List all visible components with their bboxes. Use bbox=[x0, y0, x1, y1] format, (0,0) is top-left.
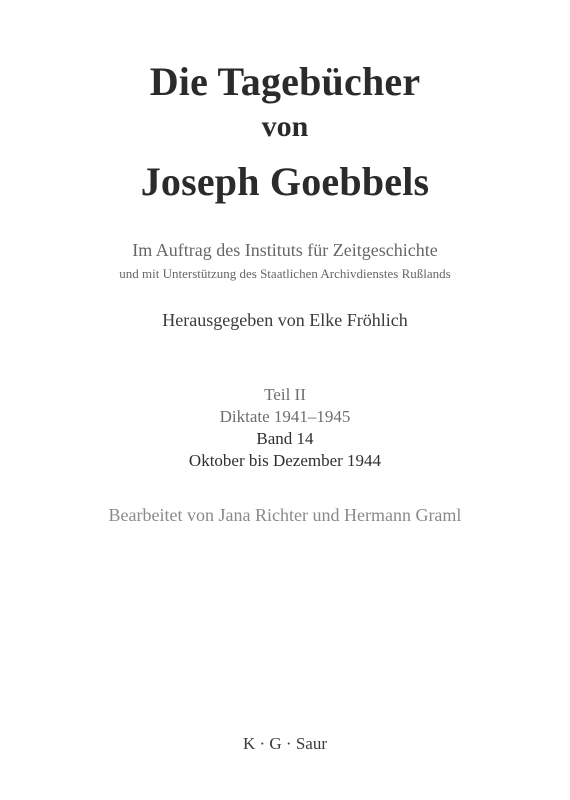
commission-line-2: und mit Unterstützung des Staatlichen Archivdienstes Rußlands bbox=[119, 266, 451, 281]
part-label: Teil II bbox=[264, 385, 306, 404]
title-line-3: Joseph Goebbels bbox=[140, 159, 430, 204]
editor-line: Herausgegeben von Elke Fröhlich bbox=[162, 310, 408, 330]
processed-by-line: Bearbeitet von Jana Richter und Hermann Graml bbox=[108, 505, 462, 525]
title-line-1: Die Tagebücher bbox=[149, 59, 421, 104]
volume-period: Oktober bis Dezember 1944 bbox=[188, 451, 382, 470]
publisher-imprint: K · G · Saur bbox=[242, 734, 328, 753]
volume-label: Band 14 bbox=[256, 429, 314, 448]
commission-line-1: Im Auftrag des Instituts für Zeitgeschichte bbox=[132, 240, 438, 260]
part-subtitle: Diktate 1941–1945 bbox=[219, 407, 351, 426]
title-line-2: von bbox=[261, 110, 309, 143]
